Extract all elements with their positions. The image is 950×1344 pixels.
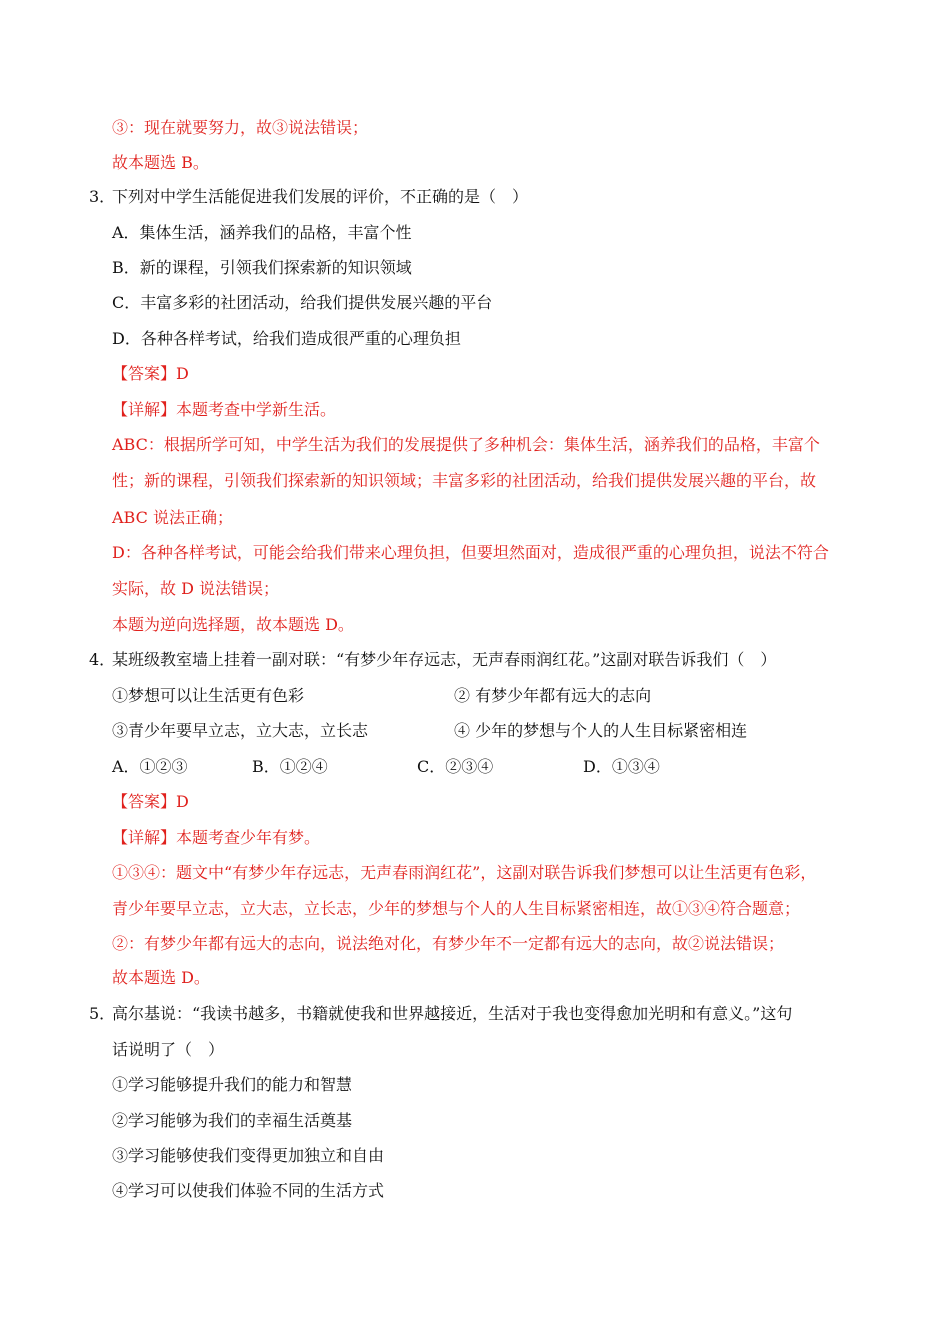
q5-item-1: ①学习能够提升我们的能力和智慧 (112, 1075, 353, 1094)
q4-option-c: C．②③④ (417, 757, 494, 776)
q3-explanation-line: ABC 说法正确； (112, 508, 233, 527)
q5-item-3: ③学习能够使我们变得更加独立和自由 (112, 1146, 385, 1165)
q3-explanation-line: ABC：根据所学可知，中学生活为我们的发展提供了多种机会：集体生活，涵养我们的品格，丰富个 (112, 435, 820, 454)
q4-explanation-line: ②：有梦少年都有远大的志向，说法绝对化，有梦少年不一定都有远大的志向，故②说法错误； (112, 934, 785, 953)
q3-option-c: C．丰富多彩的社团活动，给我们提供发展兴趣的平台 (112, 293, 493, 312)
q3-explanation-line: D：各种各样考试，可能会给我们带来心理负担，但要坦然面对，造成很严重的心理负担，说法不符合 (112, 543, 829, 562)
question-5-stem: 高尔基说：“我读书越多，书籍就使我和世界越接近，生活对于我也变得愈加光明和有意义。”这句 (112, 1004, 793, 1023)
question-4-number: 4． (89, 650, 116, 669)
q3-conclusion: 本题为逆向选择题，故本题选 D。 (112, 615, 354, 634)
q4-option-d: D．①③④ (583, 757, 660, 776)
q4-conclusion: 故本题选 D。 (112, 968, 210, 987)
q3-explanation-line: 性；新的课程，引领我们探索新的知识领域；丰富多彩的社团活动，给我们提供发展兴趣的平台，故 (112, 471, 817, 490)
q4-explanation-line: 青少年要早立志，立大志，立长志，少年的梦想与个人的人生目标紧密相连，故①③④符合题意； (112, 899, 801, 918)
q4-detail: 【详解】本题考查少年有梦。 (112, 828, 321, 847)
q4-item-3: ③青少年要早立志，立大志，立长志 (112, 721, 369, 740)
question-5-number: 5． (89, 1004, 116, 1023)
q5-item-4: ④学习可以使我们体验不同的生活方式 (112, 1181, 385, 1200)
q4-option-b: B．①②④ (252, 757, 328, 776)
question-5-stem-cont: 话说明了（ ） (112, 1040, 225, 1059)
q4-explanation-line: ①③④：题文中“有梦少年存远志，无声春雨润红花”，这副对联告诉我们梦想可以让生活更有色彩， (112, 863, 817, 882)
explanation-line: ③：现在就要努力，故③说法错误； (112, 118, 369, 137)
q5-item-2: ②学习能够为我们的幸福生活奠基 (112, 1111, 353, 1130)
q3-option-d: D．各种各样考试，给我们造成很严重的心理负担 (112, 329, 461, 348)
question-3-stem: 下列对中学生活能促进我们发展的评价，不正确的是（ ） (112, 187, 529, 206)
q3-answer: 【答案】D (112, 364, 189, 383)
q4-answer: 【答案】D (112, 792, 189, 811)
q3-option-a: A．集体生活，涵养我们的品格，丰富个性 (112, 223, 412, 242)
q4-item-2: ② 有梦少年都有远大的志向 (454, 686, 652, 705)
q3-detail: 【详解】本题考查中学新生活。 (112, 400, 337, 419)
question-4-stem: 某班级教室墙上挂着一副对联：“有梦少年存远志，无声春雨润红花。”这副对联告诉我们（ ） (112, 650, 777, 669)
q4-item-4: ④ 少年的梦想与个人的人生目标紧密相连 (454, 721, 748, 740)
q4-item-1: ①梦想可以让生活更有色彩 (112, 686, 305, 705)
q4-option-a: A．①②③ (112, 757, 188, 776)
q3-explanation-line: 实际，故 D 说法错误； (112, 579, 280, 598)
conclusion-line: 故本题选 B。 (112, 153, 209, 172)
question-3-number: 3． (89, 187, 116, 206)
q3-option-b: B．新的课程，引领我们探索新的知识领域 (112, 258, 412, 277)
